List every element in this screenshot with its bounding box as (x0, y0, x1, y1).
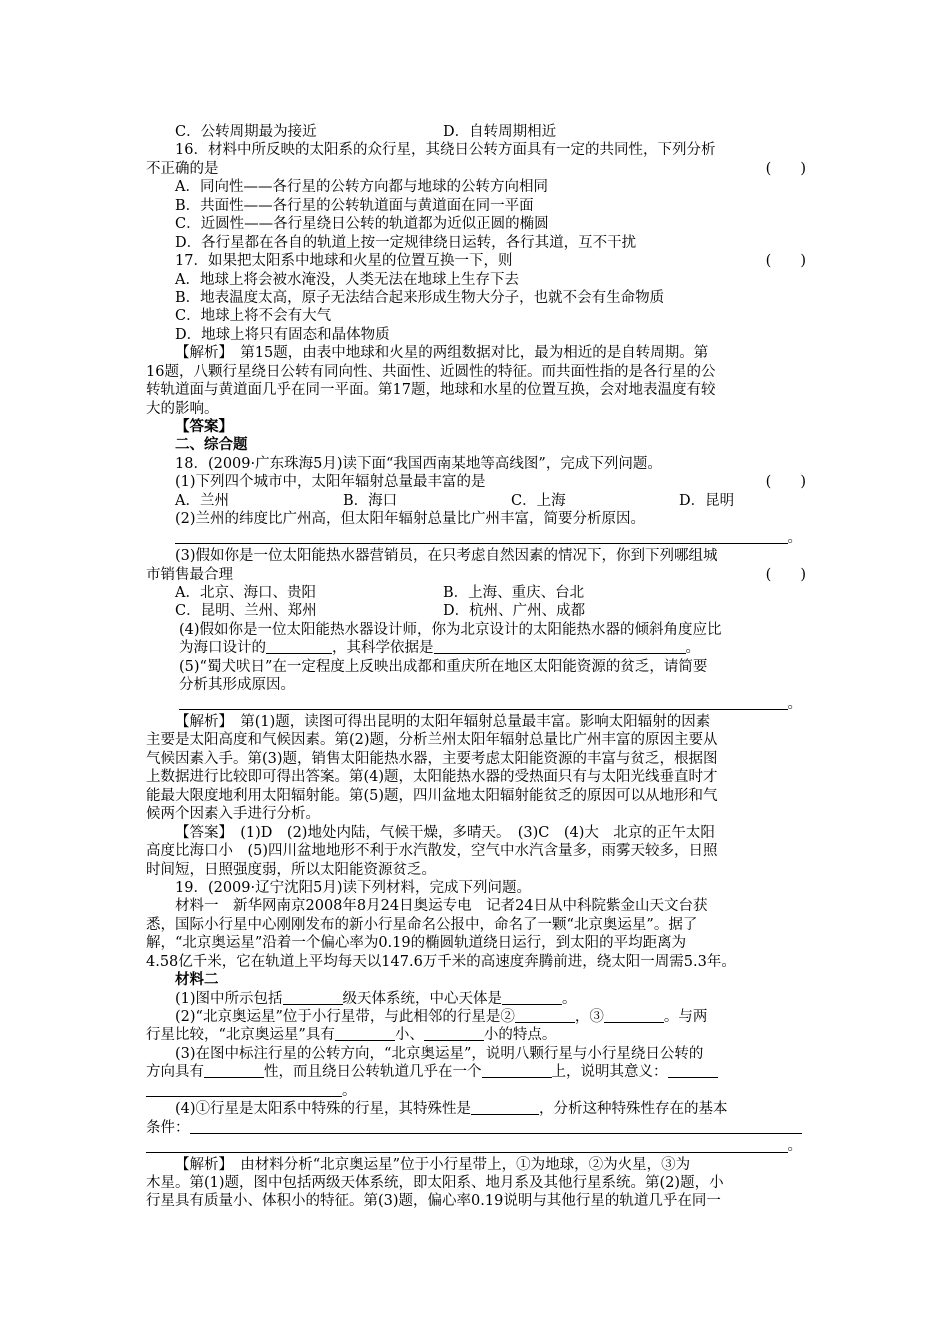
material-line: 悉，国际小行星中心刚刚发布的新小行星命名公报中，命名了一颗“北京奥运星”。据了 (146, 916, 698, 933)
question-19-1: (1)图中所示包括 级天体系统，中心天体是 。 (175, 990, 577, 1007)
analysis-line: 上数据进行比较即可得出答案。第(4)题，太阳能热水器的受热面只有与太阳光线垂直时才 (146, 769, 718, 786)
analysis-line: 行星具有质量小、体积小的特征。第(3)题，偏心率0.19说明与其他行星的轨道几乎在同一 (146, 1193, 721, 1210)
option-b: B．共面性——各行星的公转轨道面与黄道面在同一平面 (175, 197, 534, 214)
analysis-line: 主要是太阳高度和气候因素。第(2)题，分析兰州太阳年辐射总量比广州丰富的原因主要从 (146, 732, 718, 749)
analysis-paragraph: 【解析】 第15题，由表中地球和火星的两组数据对比，最为相近的是自转周期。第 (175, 345, 709, 362)
option-c: C．地球上将不会有大气 (175, 308, 332, 325)
question-18-1: (1)下列四个城市中，太阳年辐射总量最丰富的是 ( ) (175, 474, 806, 491)
question-18-3-cont: 市销售最合理 ( ) (146, 566, 806, 583)
option-d: D．自转周期相近 (443, 124, 557, 140)
question-18-2: (2)兰州的纬度比广州高，但太阳年辐射总量比广州丰富，简要分析原因。 (175, 511, 646, 528)
blank-line (190, 1133, 802, 1134)
analysis-paragraph: 【解析】 由材料分析“北京奥运星”位于小行星带上，①为地球，②为火星，③为 (175, 1156, 691, 1173)
option-c: C．公转周期最为接近 (175, 124, 317, 140)
analysis-line: 气候因素入手。第(3)题，销售太阳能热水器，主要考虑太阳能资源的丰富与贫乏，根据图 (146, 750, 718, 767)
blank-line (668, 1063, 718, 1078)
option-a: A．地球上将会被水淹没，人类无法在地球上生存下去 (175, 271, 519, 288)
option-row (146, 602, 806, 620)
option-d: D．昆明 (679, 492, 735, 509)
answer-line: 。 (146, 529, 806, 547)
question-19-3-cont: 方向具有 性，而且绕日公转轨道几乎在一个 上，说明其意义： (146, 1063, 806, 1081)
analysis-line: 16题，八颗行星绕日公转有同向性、共面性、近圆性的特征。而共面性指的是各行星的公 (146, 363, 716, 380)
answer-line: 。 (146, 695, 806, 713)
option-d: D．地球上将只有固态和晶体物质 (175, 326, 390, 343)
question-16: 16．材料中所反映的太阳系的众行星，其绕日公转方面具有一定的共同性，下列分析 (175, 142, 716, 159)
answer-line: 。 (146, 1082, 806, 1100)
question-19-2-cont: 行星比较，“北京奥运星”具有 小、 小的特点。 (146, 1027, 557, 1044)
option-row (146, 492, 806, 510)
analysis-paragraph: 【解析】 第(1)题，读图可得出昆明的太阳年辐射总量最丰富。影响太阳辐射的因素 (175, 714, 711, 730)
question-18-4-cont: 为海口设计的 ，其科学依据是 。 (179, 640, 700, 657)
option-a: A．兰州 (175, 492, 229, 509)
option-d: D．各行星都在各自的轨道上按一定规律绕日运转，各行其道，互不干扰 (175, 234, 637, 251)
material-two: 材料二 (175, 971, 219, 989)
blank-line (482, 1063, 552, 1078)
question-16-cont: 不正确的是 ( ) (146, 160, 806, 177)
blank-line (146, 1082, 342, 1097)
material-line: 解，“北京奥运星”沿着一个偏心率为0.19的椭圆轨道绕日运行，到太阳的平均距离为 (146, 935, 687, 952)
question-19: 19．(2009·辽宁沈阳5月)读下列材料，完成下列问题。 (175, 879, 531, 896)
question-19-4: (4)①行星是太阳系中特殊的行星，其特殊性是 ，分析这种特殊性存在的基本 (175, 1101, 728, 1118)
question-18-3: (3)假如你是一位太阳能热水器营销员，在只考虑自然因素的情况下，你到下列哪组城 (175, 548, 718, 565)
blank-line (283, 990, 343, 1005)
blank-line (434, 639, 686, 654)
question-18-5: (5)“蜀犬吠日”在一定程度上反映出成都和重庆所在地区太阳能资源的贫乏，请简要 (179, 658, 708, 675)
answer-bracket: ( ) (765, 160, 806, 177)
answer-line: 高度比海口小 (5)四川盆地地形不利于水汽散发，空气中水汽含量多，雨雾天较多，日照 (146, 843, 718, 860)
option-a: A．同向性——各行星的公转方向都与地球的公转方向相同 (175, 179, 548, 196)
blank-line (471, 1100, 539, 1115)
blank-line (179, 709, 788, 710)
answer-heading: 【答案】 (175, 418, 233, 435)
material-line: 4.58亿千米，它在轨道上平均每天以147.6万千米的高速度奔腾前进，绕太阳一周需5.3年。 (146, 953, 736, 970)
analysis-line: 候两个因素入手进行分析。 (146, 806, 320, 823)
answer-bracket: ( ) (765, 566, 806, 583)
question-18-4: (4)假如你是一位太阳能热水器设计师，你为北京设计的太阳能热水器的倾斜角度应比 (179, 621, 722, 638)
blank-line (502, 990, 562, 1005)
blank-line (266, 639, 332, 654)
answer-bracket: ( ) (765, 253, 806, 270)
material-one: 材料一 新华网南京2008年8月24日奥运专电 记者24日从中科院紫金山天文台获 (175, 898, 708, 915)
blank-line (604, 1008, 664, 1023)
question-17: 17．如果把太阳系中地球和火星的位置互换一下，则 ( ) (175, 253, 806, 270)
analysis-line: 转轨道面与黄道面几乎在同一平面。第17题，地球和水星的位置互换，会对地表温度有较 (146, 382, 716, 399)
answer-paragraph: 【答案】 (1)D (2)地处内陆，气候干燥，多晴天。 (3)C (4)大 北京的正午太阳 (175, 824, 715, 841)
blank-line (204, 1063, 264, 1078)
analysis-line: 木星。第(1)题，图中包括两级天体系统，即太阳系、地月系及其他行星系统。第(2)题，小 (146, 1174, 724, 1191)
document-page (146, 123, 806, 1211)
answer-line: 时间短，日照强度弱，所以太阳能资源贫乏。 (146, 861, 436, 878)
question-19-3: (3)在图中标注行星的公转方向，“北京奥运星”，说明八颗行星与小行星绕日公转的 (175, 1045, 704, 1062)
option-a: A．北京、海口、贵阳 (175, 584, 316, 601)
blank-line (146, 1152, 788, 1153)
blank-line (175, 543, 788, 544)
option-b: B．海口 (343, 492, 398, 509)
blank-line (335, 1026, 395, 1041)
answer-line: 。 (146, 1137, 806, 1155)
question-18: 18．(2009·广东珠海5月)读下面“我国西南某地等高线图”，完成下列问题。 (175, 455, 662, 472)
question-18-5-cont: 分析其形成原因。 (179, 677, 295, 694)
option-b: B．上海、重庆、台北 (443, 584, 585, 601)
option-b: B．地表温度太高，原子无法结合起来形成生物大分子，也就不会有生命物质 (175, 289, 665, 306)
answer-line: 条件： (146, 1119, 806, 1137)
analysis-line: 能最大限度地利用太阳辐射能。第(5)题，四川盆地太阳辐射能贫乏的原因可以从地形和气 (146, 787, 718, 804)
answer-bracket: ( ) (765, 474, 806, 491)
option-d: D．杭州、广州、成都 (443, 603, 586, 620)
blank-line (515, 1008, 575, 1023)
option-c: C．昆明、兰州、郑州 (175, 603, 317, 620)
section-heading: 二、综合题 (175, 436, 248, 454)
blank-line (424, 1026, 484, 1041)
option-row (146, 123, 806, 141)
question-19-2: (2)“北京奥运星”位于小行星带，与此相邻的行星是② ，③ 。与两 (175, 1009, 708, 1025)
analysis-line: 大的影响。 (146, 400, 219, 417)
option-c: C．上海 (511, 492, 566, 509)
option-c: C．近圆性——各行星绕日公转的轨道都为近似正圆的椭圆 (175, 216, 549, 233)
option-row (146, 584, 806, 602)
